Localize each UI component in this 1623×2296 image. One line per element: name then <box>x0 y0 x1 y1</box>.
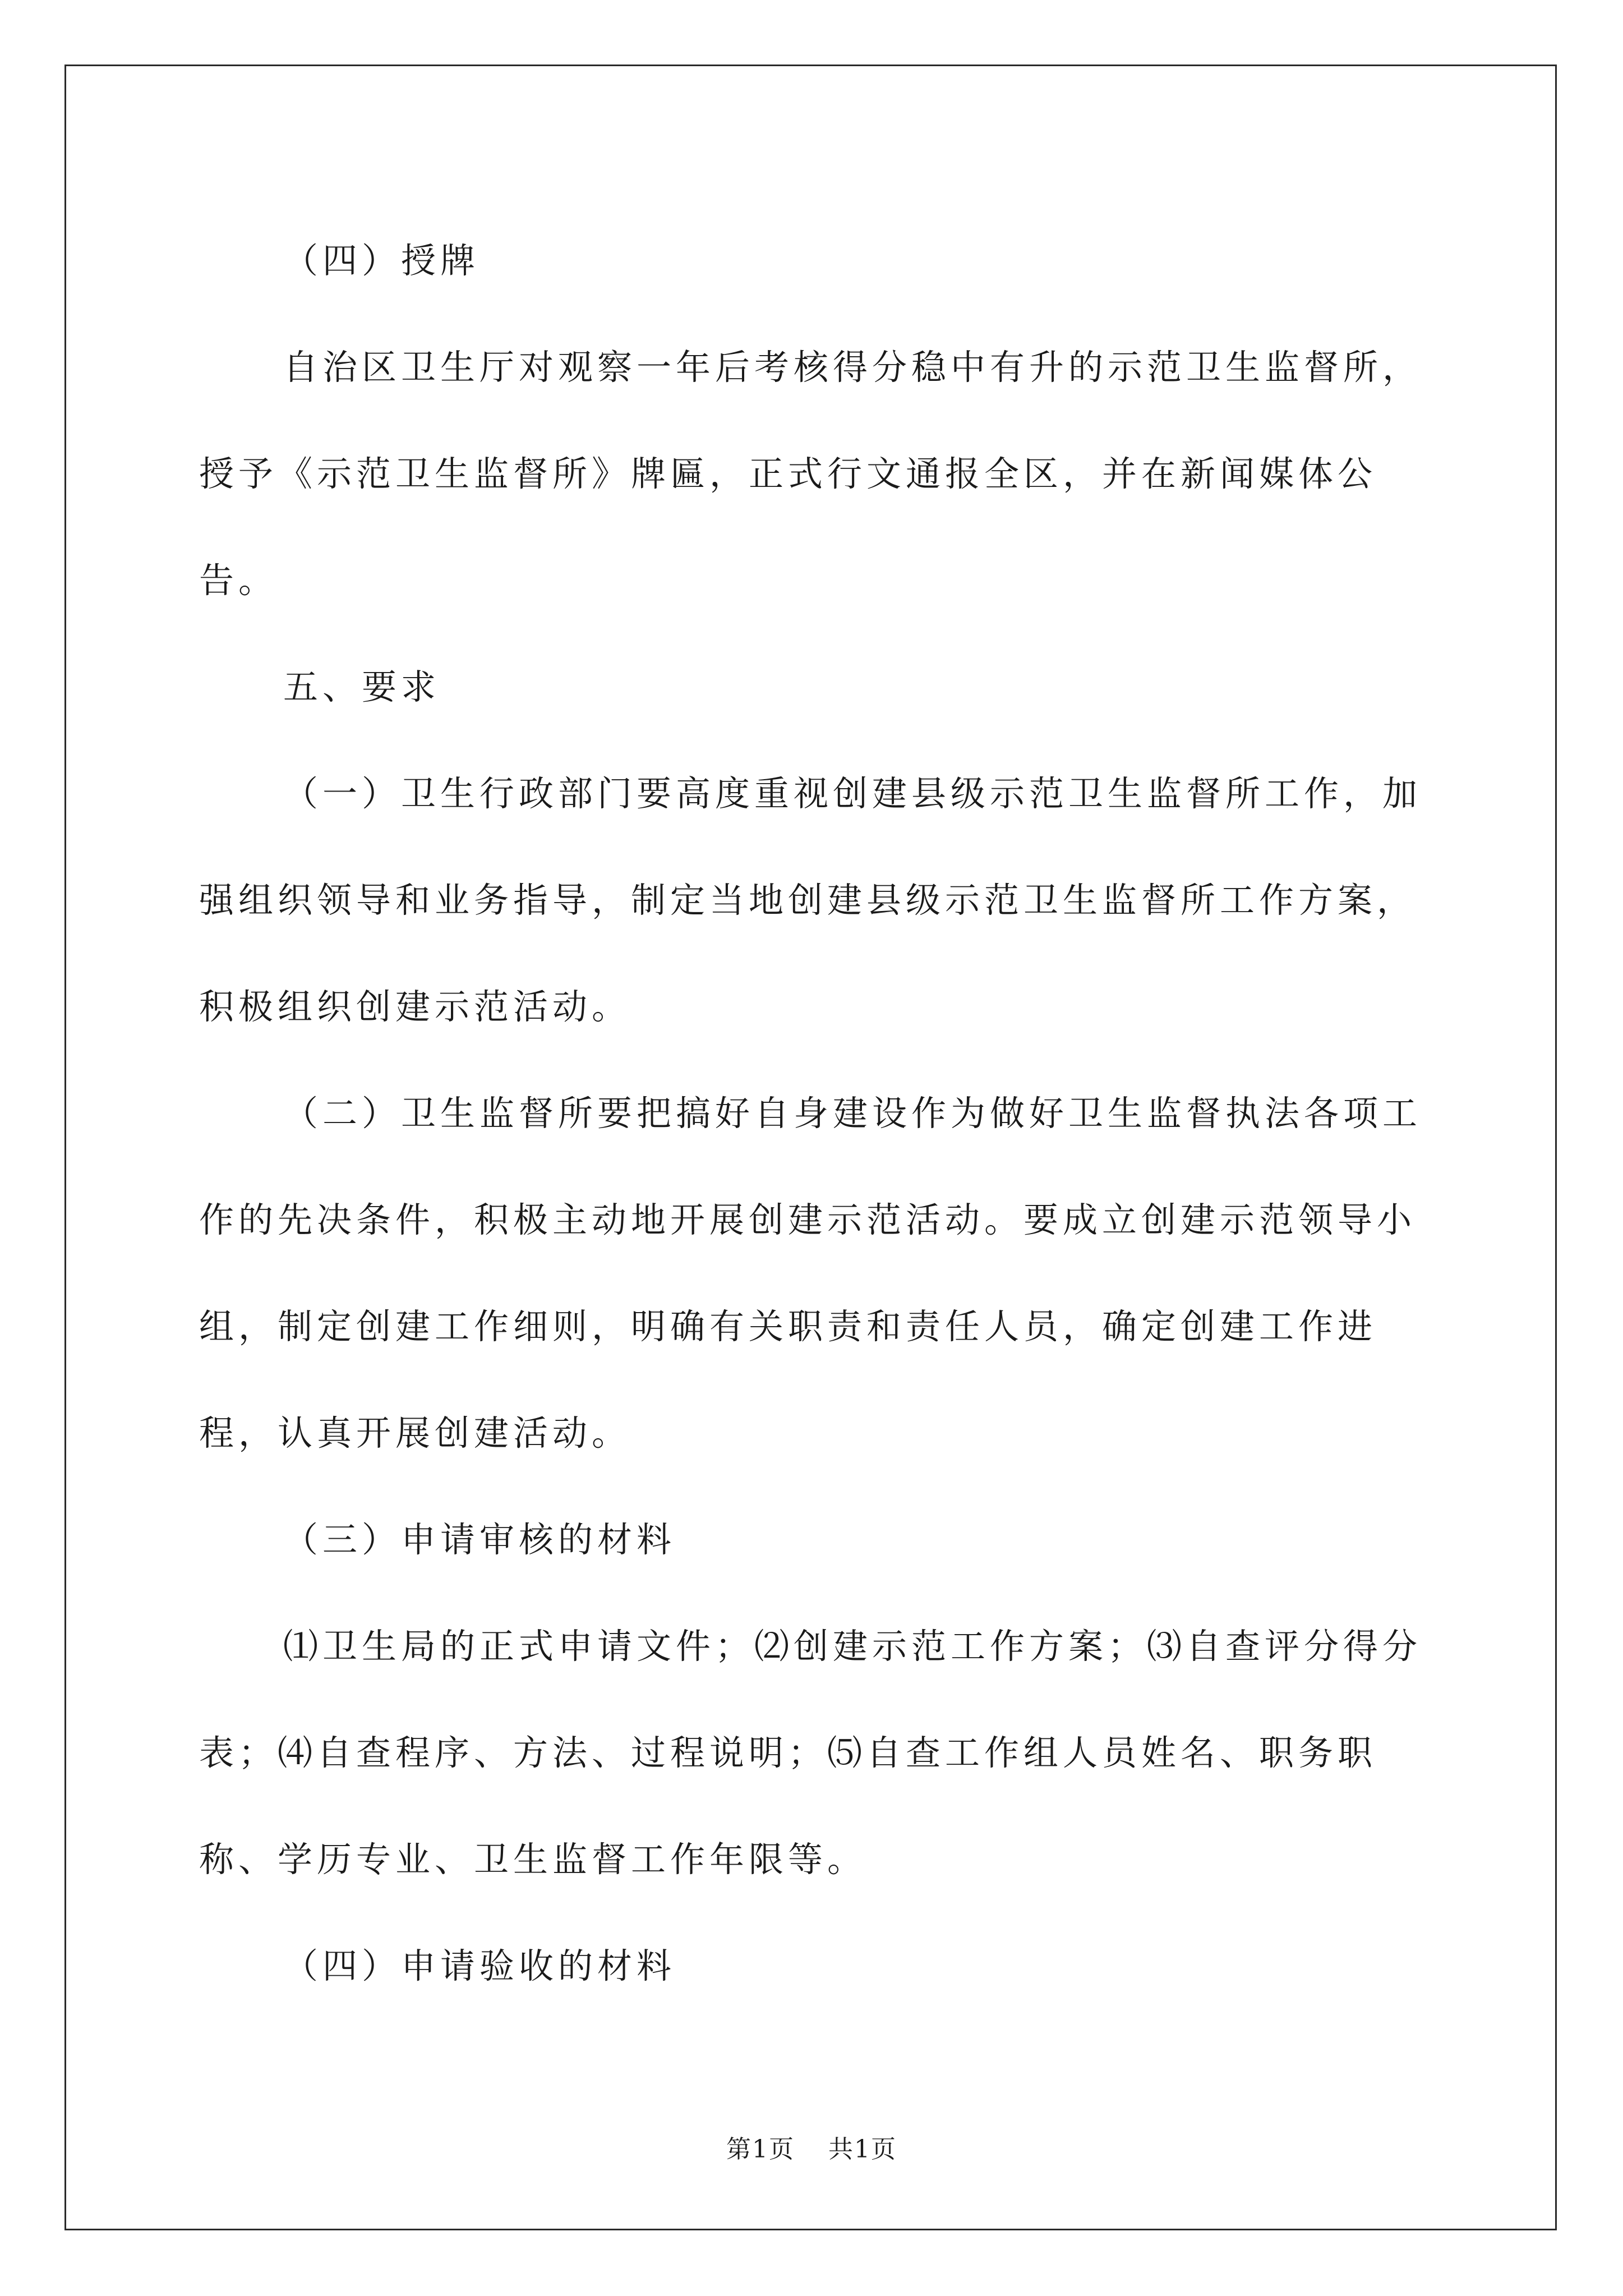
page-number-current: 第1页 <box>726 2135 795 2164</box>
section-heading-review-materials: （三）申请审核的材料 <box>283 1519 676 1560</box>
paragraph-review-materials: ⑴卫生局的正式申请文件；⑵创建示范工作方案；⑶自查评分得分表；⑷自查程序、方法、过程说明；⑸自查工作组人员姓名、职务职称、学历专业、卫生监督工作年限等。 <box>199 1626 1422 1880</box>
paragraph-requirement-1: （一）卫生行政部门要高度重视创建县级示范卫生监督所工作，加强组织领导和业务指导，制定当地创建县级示范卫生监督所工作方案，积极组织创建示范活动。 <box>199 773 1422 1027</box>
section-heading-acceptance-materials: （四）申请验收的材料 <box>283 1945 676 1986</box>
page-number-total: 共1页 <box>828 2135 897 2164</box>
paragraph-award-description: 自治区卫生厅对观察一年后考核得分稳中有升的示范卫生监督所，授予《示范卫生监督所》牌匾，正式行文通报全区，并在新闻媒体公告。 <box>199 347 1422 601</box>
paragraph-requirement-2: （二）卫生监督所要把搞好自身建设作为做好卫生监督执法各项工作的先决条件，积极主动地开展创建示范活动。要成立创建示范领导小组，制定创建工作细则，明确有关职责和责任人员，确定创建工作进程，认真开展创建活动。 <box>199 1093 1422 1453</box>
page-footer <box>0 2129 1623 2165</box>
section-heading-requirements: 五、要求 <box>283 666 441 707</box>
section-heading-award: （四）授牌 <box>283 240 480 281</box>
document-body <box>199 208 1433 2019</box>
